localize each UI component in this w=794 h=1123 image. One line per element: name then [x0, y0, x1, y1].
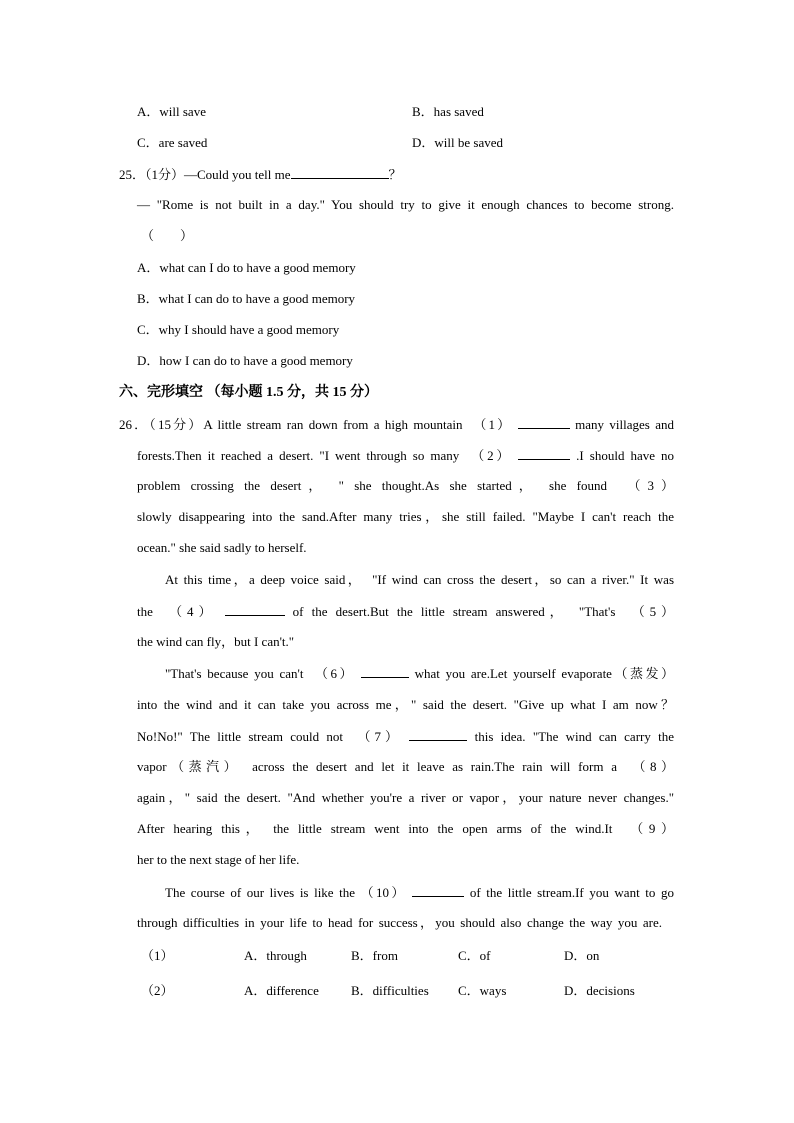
passage-text: of the little stream.If you want to go: [469, 885, 674, 900]
q25-option-d: D．how I can do to have a good memory: [137, 353, 353, 368]
answer-blank: [412, 884, 464, 897]
option-a: A．difference: [244, 983, 319, 998]
answer-blank: [409, 728, 467, 741]
passage-line: [165, 665, 674, 682]
answer-blank: [518, 447, 570, 460]
q24-option-d: D．will be saved: [412, 135, 503, 150]
option-row-number: （2）: [141, 983, 174, 998]
passage-line: At this time，a deep voice said， "If wind can cross the desert，so can a river." It was: [165, 572, 674, 587]
passage-text: the （4）: [137, 604, 217, 619]
q24-option-a: A．will save: [137, 104, 206, 119]
passage-line: into the wind and it can take you across me，" said the desert. "Give up what I am now？: [137, 697, 674, 712]
q25-stem: [119, 166, 402, 183]
passage-line: again，" said the desert. "And whether you're a river or vapor，your nature never changes.": [137, 790, 674, 805]
passage-line: the wind can fly，but I can't.": [137, 634, 295, 649]
passage-text: "That's because you can't （6）: [165, 666, 356, 681]
option-c: C．ways: [458, 983, 507, 998]
answer-blank: [225, 603, 285, 616]
passage-text: what you are.Let yourself evaporate（蒸发）: [414, 666, 674, 681]
passage-line: vapor（蒸汽） across the desert and let it leave as rain.The rain will form a （8）: [137, 759, 674, 774]
passage-line: [137, 728, 674, 745]
passage-line: ocean." she said sadly to herself.: [137, 540, 307, 555]
passage-text: .I should have no: [576, 448, 675, 463]
option-b: B．from: [351, 948, 398, 963]
option-c: C．of: [458, 948, 491, 963]
q25-option-a: A．what can I do to have a good memory: [137, 260, 356, 275]
passage-line: [137, 447, 674, 464]
passage-text: this idea. "The wind can carry the: [474, 729, 675, 744]
passage-line: [119, 416, 674, 433]
q25-stem-prefix: 25．（1分）—Could you tell me: [119, 167, 291, 182]
q25-option-c: C．why I should have a good memory: [137, 322, 340, 337]
passage-text: The course of our lives is like the （10）: [165, 885, 407, 900]
option-d: D．decisions: [564, 983, 635, 998]
option-d: D．on: [564, 948, 600, 963]
answer-blank: [291, 166, 389, 179]
q25-stem-suffix: ？: [388, 167, 402, 182]
passage-line: her to the next stage of her life.: [137, 852, 300, 867]
option-b: B．difficulties: [351, 983, 429, 998]
option-a: A．through: [244, 948, 307, 963]
answer-blank: [361, 665, 409, 678]
passage-text: of the desert.But the little stream answered， "That's （5）: [292, 604, 675, 619]
passage-line: through difficulties in your life to head for success，you should also change the way you are.: [137, 915, 662, 930]
passage-text: No!No!" The little stream could not （7）: [137, 729, 403, 744]
q25-dialog: — "Rome is not built in a day." You should try to give it enough chances to become strong.: [137, 197, 674, 212]
option-row-number: （1）: [141, 948, 174, 963]
passage-text: many villages and: [575, 417, 675, 432]
q25-option-b: B．what I can do to have a good memory: [137, 291, 356, 306]
q25-answer-paren: （ ）: [141, 228, 194, 243]
section-title: 六、完形填空 （每小题 1.5 分，共 15 分）: [119, 385, 378, 400]
answer-blank: [518, 416, 570, 429]
passage-line: problem crossing the desert， " she thought.As she started， she found （3）: [137, 478, 674, 493]
passage-text: forests.Then it reached a desert. "I went through so many （2）: [137, 448, 513, 463]
passage-line: slowly disappearing into the sand.After many tries，she still failed. "Maybe I can't reach the: [137, 509, 674, 524]
q24-option-c: C．are saved: [137, 135, 208, 150]
passage-line: [137, 603, 674, 620]
q24-option-b: B．has saved: [412, 104, 484, 119]
passage-text: 26．（15分）A little stream ran down from a high mountain （1）: [119, 417, 513, 432]
passage-line: After hearing this， the little stream went into the open arms of the wind.It （9）: [137, 821, 674, 836]
passage-line: [165, 884, 674, 901]
